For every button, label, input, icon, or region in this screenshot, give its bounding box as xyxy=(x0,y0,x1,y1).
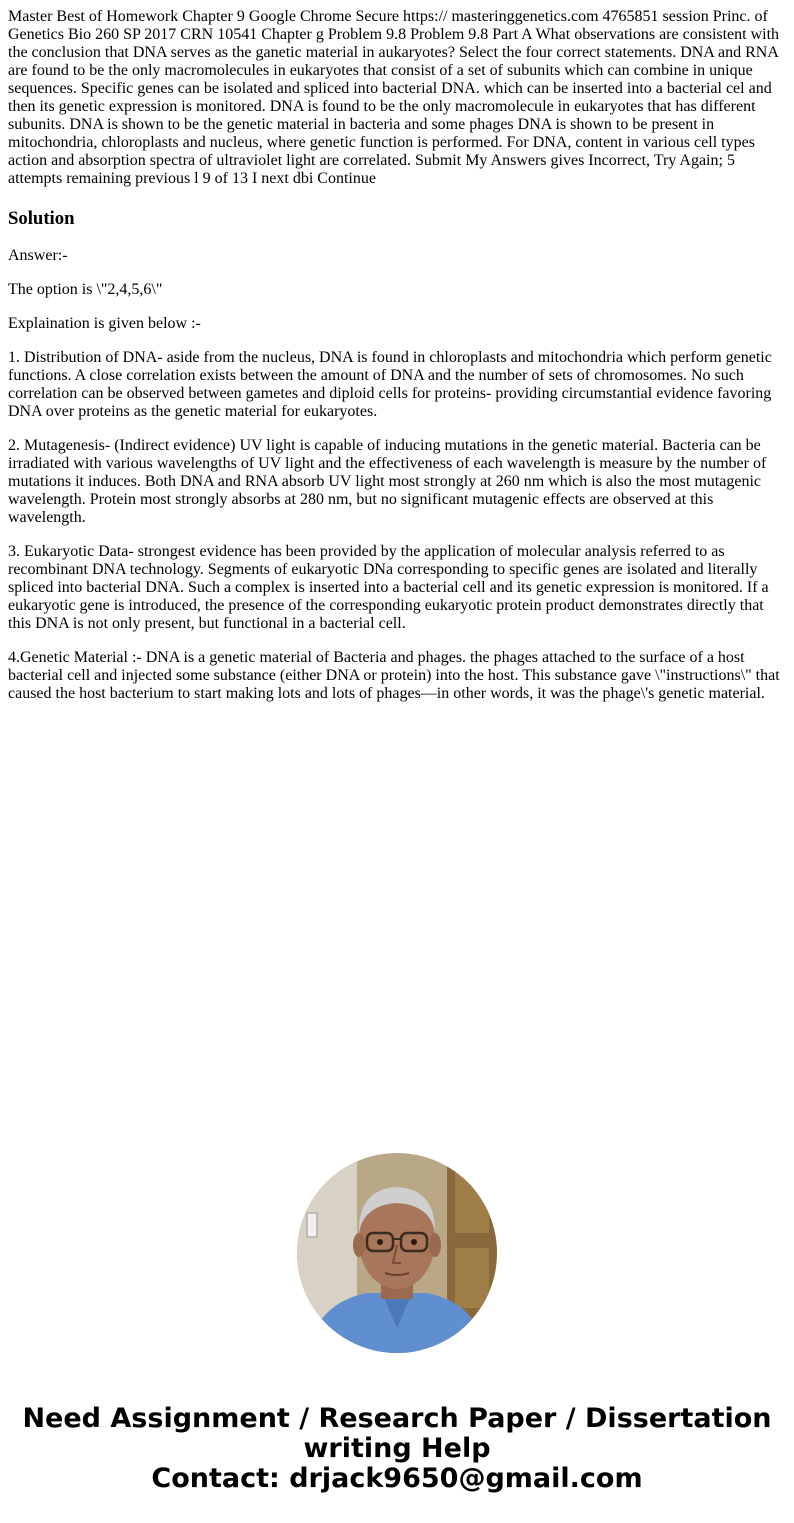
contact-banner-line-2: writing Help xyxy=(303,1433,491,1464)
explanation-point-1: 1. Distribution of DNA- aside from the nucleus, DNA is found in chloroplasts and mitochondria which perform genetic functions. A close correlation exists between the amount of DNA and the number of sets of chromosomes. No such correlation can be observed between gametes and diploid cells for proteins- providing circumstantial evidence favoring DNA over proteins as the genetic material for eukaryotes. xyxy=(8,349,772,420)
explanation-point-2: 2. Mutagenesis- (Indirect evidence) UV light is capable of inducing mutations in the genetic material. Bacteria can be irradiated with various wavelengths of UV light and the effectiveness of each wavelength is measure by the number of mutations it induces. Both DNA and RNA absorb UV light most strongly at 260 nm which is also the most mutagenic wavelength. Protein most strongly absorbs at 280 nm, but no significant mutagenic effects are observed at this wavelength. xyxy=(8,437,767,526)
answer-label: Answer:- xyxy=(8,247,68,264)
solution-heading: Solution xyxy=(8,208,75,229)
answer-option-line: The option is \"2,4,5,6\" xyxy=(8,281,163,298)
contact-banner-line-1: Need Assignment / Research Paper / Dissertation xyxy=(22,1403,772,1434)
explanation-point-3: 3. Eukaryotic Data- strongest evidence has been provided by the application of molecular analysis referred to as recombinant DNA technology. Segments of eukaryotic DNa corresponding to specific genes are isolated and literally spliced into bacterial DNA. Such a complex is inserted into a bacterial cell and its genetic expression is monitored. If a eukaryotic gene is introduced, the presence of the corresponding eukaryotic protein product demonstrates directly that this DNA is not only present, but functional in a bacterial cell. xyxy=(8,543,769,632)
contact-banner xyxy=(0,1404,794,1494)
author-avatar xyxy=(297,1153,497,1353)
contact-banner-line-3: Contact: drjack9650@gmail.com xyxy=(151,1463,643,1494)
document-body xyxy=(8,8,786,703)
explanation-intro: Explaination is given below :- xyxy=(8,315,201,332)
explanation-point-4: 4.Genetic Material :- DNA is a genetic material of Bacteria and phages. the phages attached to the surface of a host bacterial cell and injected some substance (either DNA or protein) into the host. This substance gave \"instructions\" that caused the host bacterium to start making lots and lots of phages—in other words, it was the phage\'s genetic material. xyxy=(8,649,780,702)
question-text: Master Best of Homework Chapter 9 Google Chrome Secure https:// masteringgenetics.com 4765851 session Princ. of Genetics Bio 260 SP 2017 CRN 10541 Chapter g Problem 9.8 Problem 9.8 Part A What observations are consistent with the conclusion that DNA serves as the ganetic material in aukaryotes? Select the four correct statements. DNA and RNA are found to be the only macromolecules in eukaryotes that consist of a set of subunits which can combine in unique sequences. Specific genes can be isolated and spliced into bacterial DNA. which can be inserted into a bacterial cel and then its genetic expression is monitored. DNA is found to be the only macromolecule in eukaryotes that has different subunits. DNA is shown to be the genetic material in bacteria and some phages DNA is shown to be present in mitochondria, chloroplasts and nucleus, where genetic function is performed. For DNA, content in various cell types action and absorption spectra of ultraviolet light are correlated. Submit My Answers gives Incorrect, Try Again; 5 attempts remaining previous l 9 of 13 I next dbi Continue xyxy=(8,8,780,187)
